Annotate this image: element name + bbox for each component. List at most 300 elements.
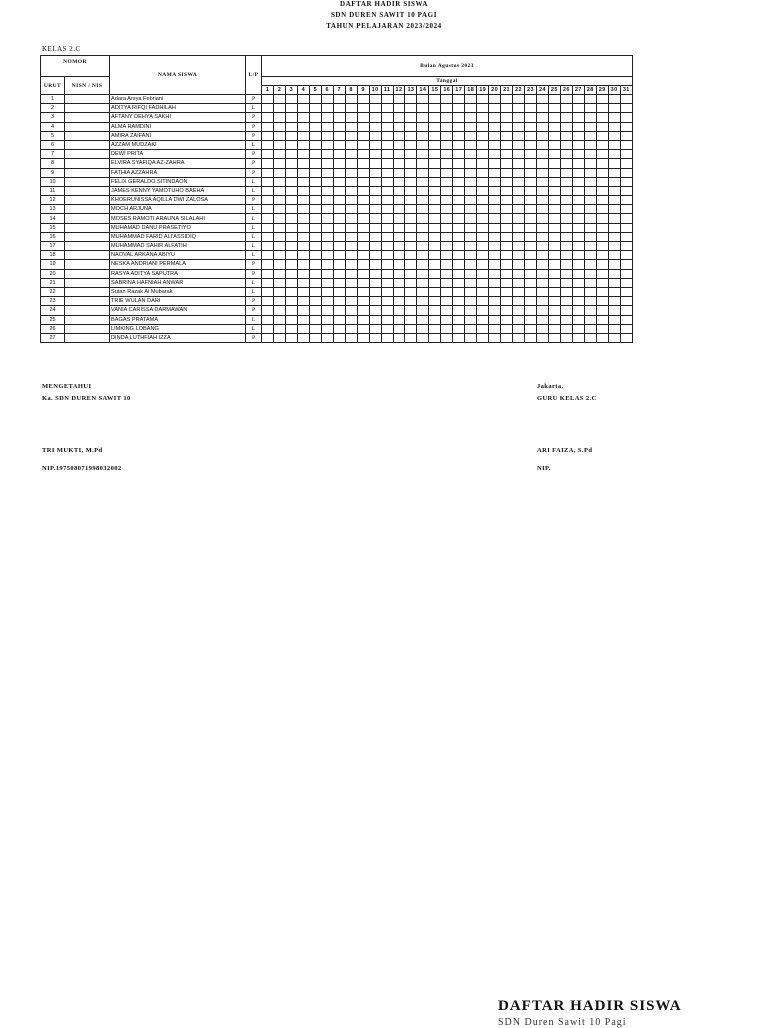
attendance-cell xyxy=(309,131,321,140)
row-number: 13 xyxy=(41,205,65,214)
attendance-cell xyxy=(393,333,405,342)
attendance-cell xyxy=(453,104,465,113)
attendance-cell xyxy=(453,196,465,205)
attendance-cell xyxy=(285,223,297,232)
row-number: 1 xyxy=(41,95,65,104)
attendance-cell xyxy=(369,159,381,168)
attendance-cell xyxy=(501,95,513,104)
attendance-cell xyxy=(572,168,584,177)
attendance-cell xyxy=(345,186,357,195)
attendance-cell xyxy=(513,95,525,104)
attendance-cell xyxy=(524,205,536,214)
attendance-cell xyxy=(596,113,608,122)
attendance-cell xyxy=(381,223,393,232)
nisn-cell xyxy=(65,186,110,195)
attendance-cell xyxy=(596,324,608,333)
attendance-cell xyxy=(560,140,572,149)
attendance-cell xyxy=(441,232,453,241)
attendance-cell xyxy=(572,287,584,296)
attendance-cell xyxy=(536,140,548,149)
attendance-cell xyxy=(273,186,285,195)
attendance-cell xyxy=(477,205,489,214)
attendance-cell xyxy=(501,324,513,333)
attendance-cell xyxy=(405,186,417,195)
day-column-header: 27 xyxy=(572,86,584,95)
attendance-cell xyxy=(608,150,620,159)
attendance-cell xyxy=(620,297,632,306)
attendance-cell xyxy=(453,287,465,296)
attendance-cell xyxy=(273,159,285,168)
attendance-cell xyxy=(369,186,381,195)
student-row xyxy=(41,287,633,296)
attendance-cell xyxy=(560,297,572,306)
attendance-cell xyxy=(285,214,297,223)
attendance-cell xyxy=(489,177,501,186)
attendance-cell xyxy=(405,214,417,223)
attendance-cell xyxy=(381,168,393,177)
gender-cell: P xyxy=(246,95,262,104)
attendance-cell xyxy=(369,278,381,287)
attendance-cell xyxy=(513,131,525,140)
day-column-header: 11 xyxy=(381,86,393,95)
attendance-cell xyxy=(309,333,321,342)
attendance-cell xyxy=(536,122,548,131)
attendance-cell xyxy=(393,287,405,296)
attendance-cell xyxy=(381,251,393,260)
attendance-cell xyxy=(596,287,608,296)
attendance-cell xyxy=(369,168,381,177)
attendance-cell xyxy=(393,186,405,195)
attendance-cell xyxy=(572,306,584,315)
attendance-cell xyxy=(262,324,274,333)
attendance-cell xyxy=(285,306,297,315)
attendance-cell xyxy=(608,287,620,296)
attendance-cell xyxy=(273,131,285,140)
school-name: SDN DUREN SAWIT 10 PAGI xyxy=(330,11,438,19)
attendance-cell xyxy=(477,260,489,269)
attendance-cell xyxy=(429,131,441,140)
attendance-cell xyxy=(489,278,501,287)
attendance-cell xyxy=(560,269,572,278)
attendance-cell xyxy=(381,278,393,287)
acknowledged-label: MENGETAHUI xyxy=(42,383,92,390)
attendance-cell xyxy=(477,214,489,223)
attendance-cell xyxy=(297,104,309,113)
attendance-cell xyxy=(321,168,333,177)
attendance-cell xyxy=(369,177,381,186)
attendance-cell xyxy=(501,113,513,122)
attendance-cell xyxy=(584,150,596,159)
row-number: 10 xyxy=(41,177,65,186)
attendance-cell xyxy=(608,122,620,131)
attendance-cell xyxy=(321,150,333,159)
attendance-cell xyxy=(513,140,525,149)
attendance-cell xyxy=(309,196,321,205)
attendance-cell xyxy=(572,196,584,205)
attendance-cell xyxy=(417,131,429,140)
gender-cell: L xyxy=(246,186,262,195)
attendance-cell xyxy=(536,113,548,122)
attendance-cell xyxy=(489,260,501,269)
attendance-cell xyxy=(393,205,405,214)
attendance-cell xyxy=(321,140,333,149)
attendance-cell xyxy=(309,242,321,251)
student-name: MOCH ARJUNA xyxy=(110,205,246,214)
attendance-cell xyxy=(489,287,501,296)
attendance-cell xyxy=(596,205,608,214)
attendance-cell xyxy=(536,287,548,296)
attendance-cell xyxy=(608,113,620,122)
student-row xyxy=(41,306,633,315)
attendance-cell xyxy=(524,297,536,306)
attendance-cell xyxy=(417,297,429,306)
student-name: MUHAMMAD SAHIR ALFATIH xyxy=(110,242,246,251)
attendance-cell xyxy=(489,122,501,131)
attendance-cell xyxy=(262,306,274,315)
attendance-cell xyxy=(513,186,525,195)
attendance-cell xyxy=(345,324,357,333)
attendance-cell xyxy=(572,131,584,140)
attendance-cell xyxy=(345,287,357,296)
attendance-cell xyxy=(477,122,489,131)
attendance-cell xyxy=(309,324,321,333)
attendance-cell xyxy=(513,324,525,333)
attendance-cell xyxy=(321,205,333,214)
attendance-cell xyxy=(285,196,297,205)
attendance-cell xyxy=(608,196,620,205)
attendance-cell xyxy=(309,269,321,278)
attendance-cell xyxy=(524,306,536,315)
attendance-cell xyxy=(608,131,620,140)
attendance-cell xyxy=(429,104,441,113)
day-column-header: 26 xyxy=(560,86,572,95)
attendance-cell xyxy=(572,269,584,278)
row-number: 24 xyxy=(41,306,65,315)
attendance-cell xyxy=(620,131,632,140)
attendance-cell xyxy=(273,269,285,278)
place-date: Jakarta, xyxy=(537,383,564,390)
attendance-cell xyxy=(548,177,560,186)
attendance-cell xyxy=(297,150,309,159)
attendance-cell xyxy=(297,95,309,104)
student-name: JAMES KENNY YAMOTUHO BAEHA xyxy=(110,186,246,195)
attendance-cell xyxy=(548,140,560,149)
attendance-cell xyxy=(345,140,357,149)
nisn-cell xyxy=(65,260,110,269)
attendance-cell xyxy=(417,232,429,241)
student-name: VANIA CARISSA DARMAWAN xyxy=(110,306,246,315)
day-column-header: 14 xyxy=(417,86,429,95)
attendance-cell xyxy=(536,278,548,287)
attendance-cell xyxy=(262,287,274,296)
row-number: 25 xyxy=(41,315,65,324)
attendance-cell xyxy=(501,278,513,287)
attendance-cell xyxy=(429,315,441,324)
nisn-cell xyxy=(65,168,110,177)
attendance-cell xyxy=(572,223,584,232)
gender-cell: P xyxy=(246,168,262,177)
attendance-cell xyxy=(405,140,417,149)
attendance-cell xyxy=(536,205,548,214)
attendance-cell xyxy=(548,297,560,306)
attendance-cell xyxy=(572,205,584,214)
attendance-cell xyxy=(417,214,429,223)
attendance-cell xyxy=(608,186,620,195)
attendance-cell xyxy=(620,251,632,260)
attendance-cell xyxy=(477,104,489,113)
row-number: 7 xyxy=(41,150,65,159)
gender-cell: P xyxy=(246,131,262,140)
attendance-cell xyxy=(620,159,632,168)
student-name: BAGAS PRATAMA xyxy=(110,315,246,324)
attendance-cell xyxy=(297,168,309,177)
attendance-cell xyxy=(560,232,572,241)
attendance-cell xyxy=(297,287,309,296)
day-column-header: 16 xyxy=(441,86,453,95)
attendance-cell xyxy=(345,333,357,342)
attendance-cell xyxy=(333,205,345,214)
attendance-cell xyxy=(608,205,620,214)
attendance-cell xyxy=(273,150,285,159)
attendance-cell xyxy=(465,324,477,333)
student-row xyxy=(41,251,633,260)
attendance-cell xyxy=(453,186,465,195)
attendance-cell xyxy=(584,168,596,177)
attendance-cell xyxy=(536,104,548,113)
attendance-cell xyxy=(620,140,632,149)
attendance-cell xyxy=(297,232,309,241)
attendance-cell xyxy=(572,214,584,223)
attendance-cell xyxy=(465,260,477,269)
attendance-cell xyxy=(584,333,596,342)
attendance-cell xyxy=(333,159,345,168)
attendance-cell xyxy=(536,260,548,269)
student-name: Adara Arsya Febriani xyxy=(110,95,246,104)
attendance-cell xyxy=(393,95,405,104)
attendance-cell xyxy=(297,278,309,287)
attendance-cell xyxy=(501,297,513,306)
attendance-cell xyxy=(548,214,560,223)
attendance-cell xyxy=(453,122,465,131)
attendance-cell xyxy=(536,196,548,205)
student-name: LIMKING LOBANG xyxy=(110,324,246,333)
attendance-cell xyxy=(524,196,536,205)
attendance-cell xyxy=(285,251,297,260)
attendance-cell xyxy=(584,324,596,333)
attendance-cell xyxy=(333,333,345,342)
attendance-cell xyxy=(560,278,572,287)
attendance-cell xyxy=(369,232,381,241)
nisn-cell xyxy=(65,315,110,324)
attendance-cell xyxy=(572,324,584,333)
attendance-cell xyxy=(429,251,441,260)
attendance-cell xyxy=(608,104,620,113)
attendance-cell xyxy=(477,251,489,260)
attendance-cell xyxy=(393,131,405,140)
attendance-cell xyxy=(381,196,393,205)
attendance-cell xyxy=(524,186,536,195)
attendance-cell xyxy=(584,242,596,251)
attendance-cell xyxy=(309,186,321,195)
attendance-cell xyxy=(357,223,369,232)
attendance-cell xyxy=(477,232,489,241)
attendance-cell xyxy=(273,140,285,149)
attendance-cell xyxy=(381,140,393,149)
attendance-cell xyxy=(273,168,285,177)
attendance-cell xyxy=(333,214,345,223)
student-name: FELIX GERALDO SITINDAON xyxy=(110,177,246,186)
attendance-cell xyxy=(309,159,321,168)
attendance-cell xyxy=(524,260,536,269)
attendance-cell xyxy=(524,315,536,324)
attendance-cell xyxy=(548,122,560,131)
attendance-cell xyxy=(608,168,620,177)
attendance-cell xyxy=(262,260,274,269)
attendance-cell xyxy=(489,297,501,306)
attendance-cell xyxy=(429,140,441,149)
attendance-cell xyxy=(572,242,584,251)
attendance-cell xyxy=(321,333,333,342)
attendance-cell xyxy=(572,297,584,306)
attendance-cell xyxy=(477,287,489,296)
attendance-cell xyxy=(524,324,536,333)
attendance-cell xyxy=(262,269,274,278)
attendance-cell xyxy=(393,113,405,122)
student-row xyxy=(41,186,633,195)
attendance-cell xyxy=(584,122,596,131)
student-row xyxy=(41,122,633,131)
day-column-header: 19 xyxy=(477,86,489,95)
attendance-cell xyxy=(345,150,357,159)
attendance-cell xyxy=(417,122,429,131)
day-column-header: 3 xyxy=(285,86,297,95)
attendance-cell xyxy=(381,159,393,168)
attendance-cell xyxy=(262,242,274,251)
attendance-cell xyxy=(524,232,536,241)
attendance-cell xyxy=(309,140,321,149)
gender-cell: P xyxy=(246,196,262,205)
attendance-cell xyxy=(393,297,405,306)
nisn-cell xyxy=(65,140,110,149)
attendance-cell xyxy=(273,232,285,241)
attendance-cell xyxy=(333,95,345,104)
attendance-cell xyxy=(489,168,501,177)
day-column-header: 21 xyxy=(501,86,513,95)
student-row xyxy=(41,278,633,287)
attendance-cell xyxy=(285,287,297,296)
attendance-cell xyxy=(297,297,309,306)
attendance-cell xyxy=(620,223,632,232)
attendance-cell xyxy=(596,122,608,131)
attendance-cell xyxy=(429,214,441,223)
attendance-cell xyxy=(429,95,441,104)
attendance-cell xyxy=(369,324,381,333)
attendance-cell xyxy=(262,205,274,214)
attendance-cell xyxy=(417,177,429,186)
attendance-cell xyxy=(297,315,309,324)
attendance-cell xyxy=(548,113,560,122)
student-row xyxy=(41,232,633,241)
attendance-cell xyxy=(524,269,536,278)
attendance-cell xyxy=(513,113,525,122)
gender-cell: P xyxy=(246,306,262,315)
attendance-cell xyxy=(489,251,501,260)
attendance-cell xyxy=(285,104,297,113)
attendance-cell xyxy=(584,159,596,168)
attendance-cell xyxy=(560,131,572,140)
attendance-cell xyxy=(584,214,596,223)
attendance-cell xyxy=(309,297,321,306)
attendance-cell xyxy=(560,113,572,122)
attendance-cell xyxy=(453,177,465,186)
attendance-cell xyxy=(345,251,357,260)
attendance-cell xyxy=(405,287,417,296)
attendance-cell xyxy=(560,95,572,104)
attendance-cell xyxy=(273,223,285,232)
attendance-cell xyxy=(548,104,560,113)
attendance-cell xyxy=(333,315,345,324)
attendance-cell xyxy=(321,251,333,260)
gender-cell: P xyxy=(246,150,262,159)
attendance-cell xyxy=(477,278,489,287)
attendance-cell xyxy=(405,177,417,186)
attendance-cell xyxy=(441,95,453,104)
attendance-cell xyxy=(393,260,405,269)
attendance-cell xyxy=(333,251,345,260)
attendance-cell xyxy=(465,315,477,324)
attendance-cell xyxy=(262,223,274,232)
attendance-cell xyxy=(465,205,477,214)
attendance-cell xyxy=(309,177,321,186)
student-row xyxy=(41,297,633,306)
attendance-cell xyxy=(453,113,465,122)
attendance-cell xyxy=(262,150,274,159)
attendance-cell xyxy=(489,315,501,324)
attendance-cell xyxy=(441,113,453,122)
headmaster-role: Ka. SDN DUREN SAWIT 10 xyxy=(42,395,131,402)
day-column-header: 15 xyxy=(429,86,441,95)
attendance-cell xyxy=(429,177,441,186)
attendance-cell xyxy=(441,196,453,205)
attendance-cell xyxy=(584,251,596,260)
attendance-cell xyxy=(321,159,333,168)
attendance-cell xyxy=(584,232,596,241)
attendance-cell xyxy=(357,251,369,260)
attendance-cell xyxy=(596,196,608,205)
attendance-cell xyxy=(273,287,285,296)
attendance-cell xyxy=(273,196,285,205)
attendance-cell xyxy=(513,315,525,324)
attendance-cell xyxy=(273,306,285,315)
attendance-cell xyxy=(405,297,417,306)
attendance-cell xyxy=(560,186,572,195)
attendance-cell xyxy=(501,333,513,342)
attendance-cell xyxy=(429,205,441,214)
student-name: FATHIA AZZAHRA xyxy=(110,168,246,177)
attendance-cell xyxy=(584,104,596,113)
day-column-header: 17 xyxy=(453,86,465,95)
attendance-cell xyxy=(453,131,465,140)
nisn-header: NISN / NIS xyxy=(65,77,110,95)
attendance-cell xyxy=(596,214,608,223)
attendance-cell xyxy=(429,150,441,159)
attendance-cell xyxy=(381,186,393,195)
attendance-cell xyxy=(513,150,525,159)
attendance-cell xyxy=(453,269,465,278)
attendance-cell xyxy=(513,196,525,205)
attendance-cell xyxy=(285,150,297,159)
attendance-cell xyxy=(596,104,608,113)
